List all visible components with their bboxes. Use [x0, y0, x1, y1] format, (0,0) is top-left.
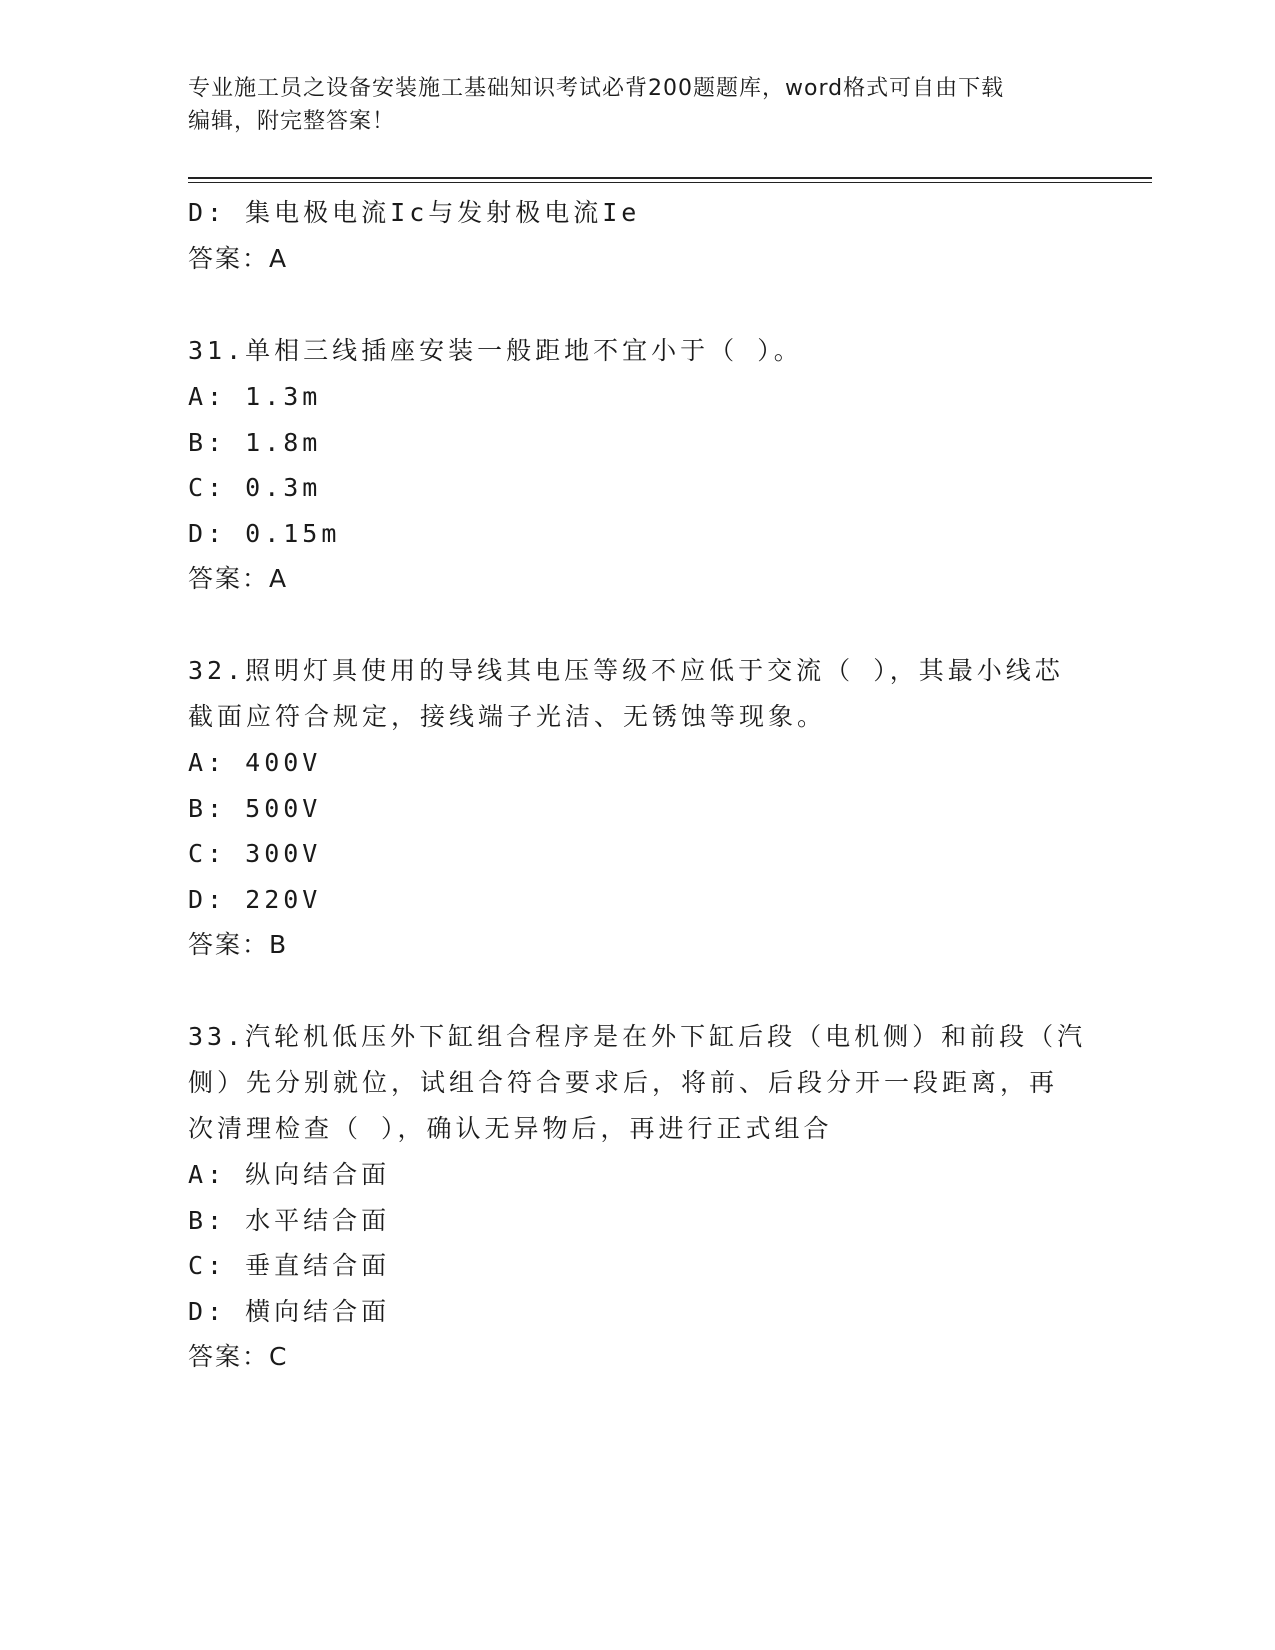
option-d: D: 横向结合面 — [188, 1296, 391, 1326]
option-d: D: 220V — [188, 884, 322, 914]
option-b: B: 1.8m — [188, 427, 322, 457]
question-stem: 31.单相三线插座安装一般距地不宜小于（ ）。 — [188, 336, 803, 365]
option-d: D: 0.15m — [188, 518, 341, 548]
header-divider-thick — [188, 177, 1152, 179]
question-31 — [188, 328, 1108, 602]
question-stem-line-2: 侧）先分别就位，试组合符合要求后，将前、后段分开一段距离，再 — [188, 1068, 1059, 1097]
option-b: B: 水平结合面 — [188, 1205, 391, 1235]
header-title-line-2: 编辑，附完整答案！ — [188, 109, 396, 134]
option-c: C: 300V — [188, 839, 322, 868]
answer-line: 答案：B — [188, 930, 289, 959]
option-list — [188, 374, 1108, 556]
answer-line: 答案：C — [188, 1342, 289, 1371]
question-stem-line-2: 截面应符合规定，接线端子光洁、无锈蚀等现象。 — [188, 702, 827, 731]
answer-line: 答案：A — [188, 244, 289, 273]
question-32 — [188, 648, 1108, 968]
option-b: B: 500V — [188, 793, 322, 823]
option-a: A: 400V — [188, 748, 322, 777]
question-stem-line-1: 32.照明灯具使用的导线其电压等级不应低于交流（ ），其最小线芯 — [188, 656, 1064, 685]
question-list — [188, 190, 1108, 1380]
option-list — [188, 1152, 1108, 1334]
document-header — [188, 72, 1088, 138]
header-title-line-1: 专业施工员之设备安装施工基础知识考试必背200题题库，word格式可自由下载 — [188, 76, 1005, 101]
option-d: D: 集电极电流Ic与发射极电流Ie — [188, 198, 641, 227]
question-33 — [188, 1014, 1108, 1380]
option-a: A: 1.3m — [188, 382, 322, 411]
option-list — [188, 740, 1108, 922]
option-a: A: 纵向结合面 — [188, 1160, 391, 1189]
option-c: C: 垂直结合面 — [188, 1251, 391, 1280]
question-stem-line-1: 33.汽轮机低压外下缸组合程序是在外下缸后段（电机侧）和前段（汽 — [188, 1022, 1087, 1051]
header-divider-thin — [188, 182, 1152, 183]
option-c: C: 0.3m — [188, 473, 322, 502]
answer-line: 答案：A — [188, 564, 289, 593]
question-30-tail — [188, 190, 1108, 282]
question-stem-line-3: 次清理检查（ ），确认无异物后，再进行正式组合 — [188, 1114, 833, 1143]
